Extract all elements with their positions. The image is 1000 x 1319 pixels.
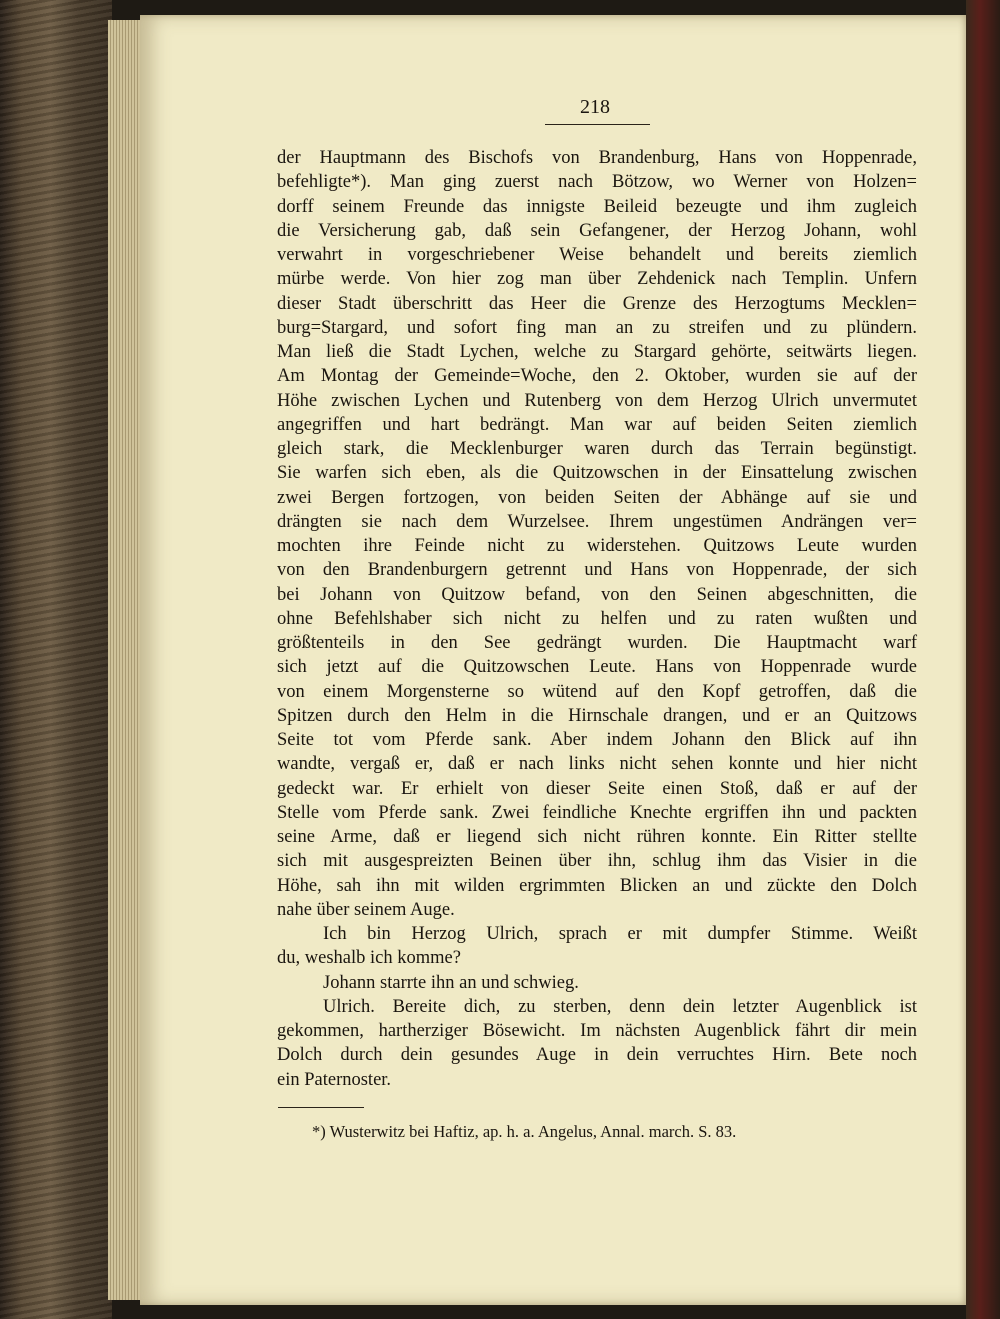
book-spine	[0, 0, 112, 1319]
text-line: ein Paternoster.	[277, 1069, 392, 1090]
text-line: Dolch durch dein gesundes Auge in dein verruchtes Hirn. Bete noch	[277, 1045, 917, 1066]
text-line: Stelle vom Pferde sank. Zwei feindliche Knechte ergriffen ihn und packten	[277, 802, 917, 823]
footnote: *) Wusterwitz bei Haftiz, ap. h. a. Angelus, Annal. march. S. 83.	[312, 1122, 737, 1141]
text-line: dorff seinem Freunde das innigste Beileid bezeugte und ihm zugleich	[277, 196, 917, 217]
text-line: von einem Morgensterne so wütend auf den Kopf getroffen, daß die	[277, 681, 917, 702]
text-line: angegriffen und hart bedrängt. Man war auf beiden Seiten ziemlich	[277, 414, 917, 435]
text-line: Johann starrte ihn an und schwieg.	[323, 972, 579, 993]
text-line: nahe über seinem Auge.	[277, 899, 455, 920]
text-line: du, weshalb ich komme?	[277, 948, 461, 969]
header-rule	[545, 124, 650, 125]
text-line: Höhe, sah ihn mit wilden ergrimmten Blicken an und zückte den Dolch	[277, 875, 917, 896]
text-line: Man ließ die Stadt Lychen, welche zu Stargard gehörte, seitwärts liegen.	[277, 342, 917, 362]
text-line: drängten sie nach dem Wurzelsee. Ihrem ungestümen Andrängen ver=	[277, 511, 917, 532]
text-line: burg=Stargard, und sofort fing man an zu streifen und zu plündern.	[277, 317, 917, 338]
text-line: mürbe werde. Von hier zog man über Zehdenick nach Templin. Unfern	[277, 269, 917, 290]
text-line: die Versicherung gab, daß sein Gefangener, der Herzog Johann, wohl	[277, 220, 917, 241]
text-line: befehligte*). Man ging zuerst nach Bötzow, wo Werner von Holzen=	[277, 172, 917, 193]
text-line: zwei Bergen fortzogen, von beiden Seiten der Abhänge auf sie und	[277, 487, 917, 508]
text-line: sich jetzt auf die Quitzowschen Leute. Hans von Hoppenrade wurde	[277, 657, 917, 678]
text-line: wandte, vergaß er, daß er nach links nicht sehen konnte und hier nicht	[277, 754, 917, 775]
text-line: sich mit ausgespreizten Beinen über ihn, schlug ihm das Visier in die	[277, 851, 917, 872]
book-cover-edge	[966, 0, 1000, 1319]
text-line: mochten ihre Feinde nicht zu widerstehen. Quitzows Leute wurden	[277, 536, 917, 556]
text-line: Ich bin Herzog Ulrich, sprach er mit dumpfer Stimme. Weißt	[323, 924, 917, 944]
text-line: verwahrt in vorgeschriebener Weise behandelt und bereits ziemlich	[277, 245, 917, 265]
text-line: Höhe zwischen Lychen und Rutenberg von dem Herzog Ulrich unvermutet	[277, 390, 917, 411]
text-line: gleich stark, die Mecklenburger waren durch das Terrain begünstigt.	[277, 439, 917, 459]
text-line: dieser Stadt überschritt das Heer die Grenze des Herzogtums Mecklen=	[277, 293, 917, 314]
text-line: Sie warfen sich eben, als die Quitzowschen in der Einsattelung zwischen	[277, 463, 917, 484]
text-line: bei Johann von Quitzow befand, von den Seinen abgeschnitten, die	[277, 584, 917, 605]
text-line: Ulrich. Bereite dich, zu sterben, denn dein letzter Augenblick ist	[323, 996, 917, 1017]
text-line: Seite tot vom Pferde sank. Aber indem Johann den Blick auf ihn	[277, 730, 917, 750]
text-line: gekommen, hartherziger Bösewicht. Im nächsten Augenblick fährt dir mein	[277, 1021, 917, 1041]
text-line: gedeckt war. Er erhielt von dieser Seite einen Stoß, daß er auf der	[277, 778, 917, 799]
text-line: größtenteils in den See gedrängt wurden. Die Hauptmacht warf	[277, 633, 917, 653]
text-line: seine Arme, daß er liegend sich nicht rühren konnte. Ein Ritter stellte	[277, 827, 917, 847]
footnote-rule	[278, 1107, 364, 1108]
body-text	[277, 146, 917, 1092]
page-number: 218	[580, 96, 610, 118]
text-line: ohne Befehlshaber sich nicht zu helfen und zu raten wußten und	[277, 608, 917, 629]
text-line: von den Brandenburgern getrennt und Hans von Hoppenrade, der sich	[277, 560, 917, 581]
text-line: der Hauptmann des Bischofs von Brandenburg, Hans von Hoppenrade,	[277, 148, 917, 168]
text-line: Am Montag der Gemeinde=Woche, den 2. Oktober, wurden sie auf der	[277, 366, 917, 387]
text-line: Spitzen durch den Helm in die Hirnschale drangen, und er an Quitzows	[277, 705, 917, 726]
